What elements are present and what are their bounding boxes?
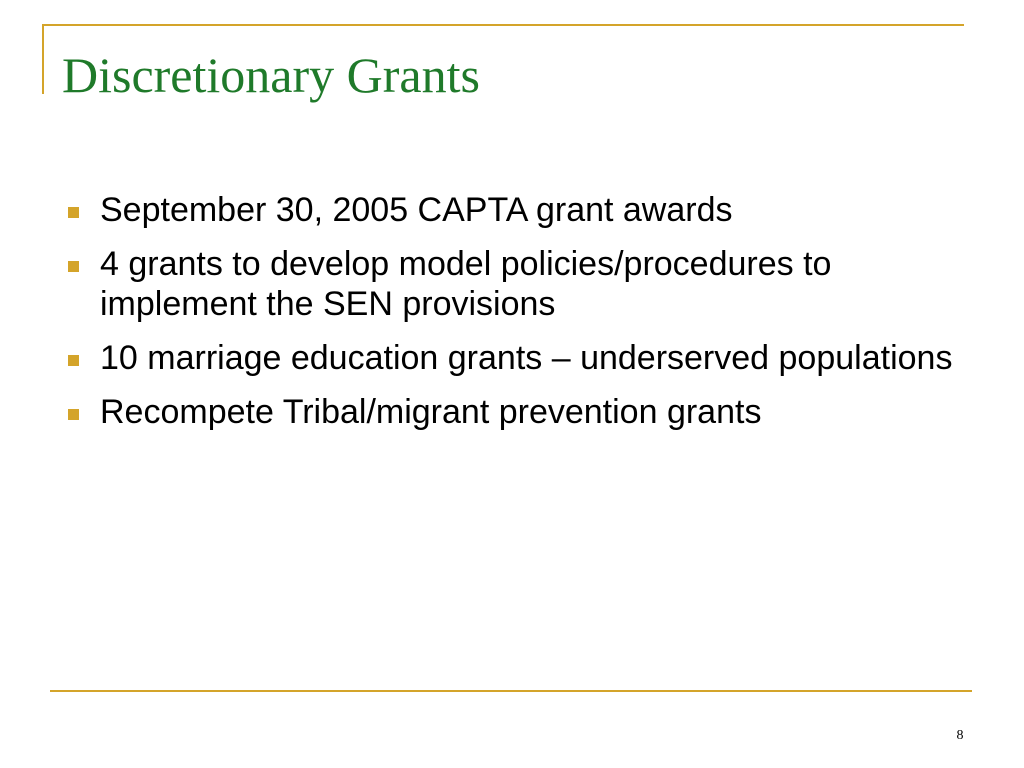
page-number: 8 [956,728,964,743]
slide-title: Discretionary Grants [62,47,480,103]
bullet-item [68,244,968,324]
bullet-text: 10 marriage education grants – underserved populations [100,339,953,377]
bullet-list [68,190,968,446]
title-frame-top-rule [42,24,964,26]
bullet-text: Recompete Tribal/migrant prevention grants [100,393,762,431]
bullet-item [68,392,968,432]
title-frame-left-rule [42,24,44,94]
square-bullet-icon [68,355,79,366]
bullet-item [68,190,968,230]
footer-rule [50,690,972,692]
bullet-text: September 30, 2005 CAPTA grant awards [100,191,733,229]
bullet-text: 4 grants to develop model policies/procedures to implement the SEN provisions [100,245,832,323]
bullet-item [68,338,968,378]
square-bullet-icon [68,207,79,218]
square-bullet-icon [68,261,79,272]
square-bullet-icon [68,409,79,420]
